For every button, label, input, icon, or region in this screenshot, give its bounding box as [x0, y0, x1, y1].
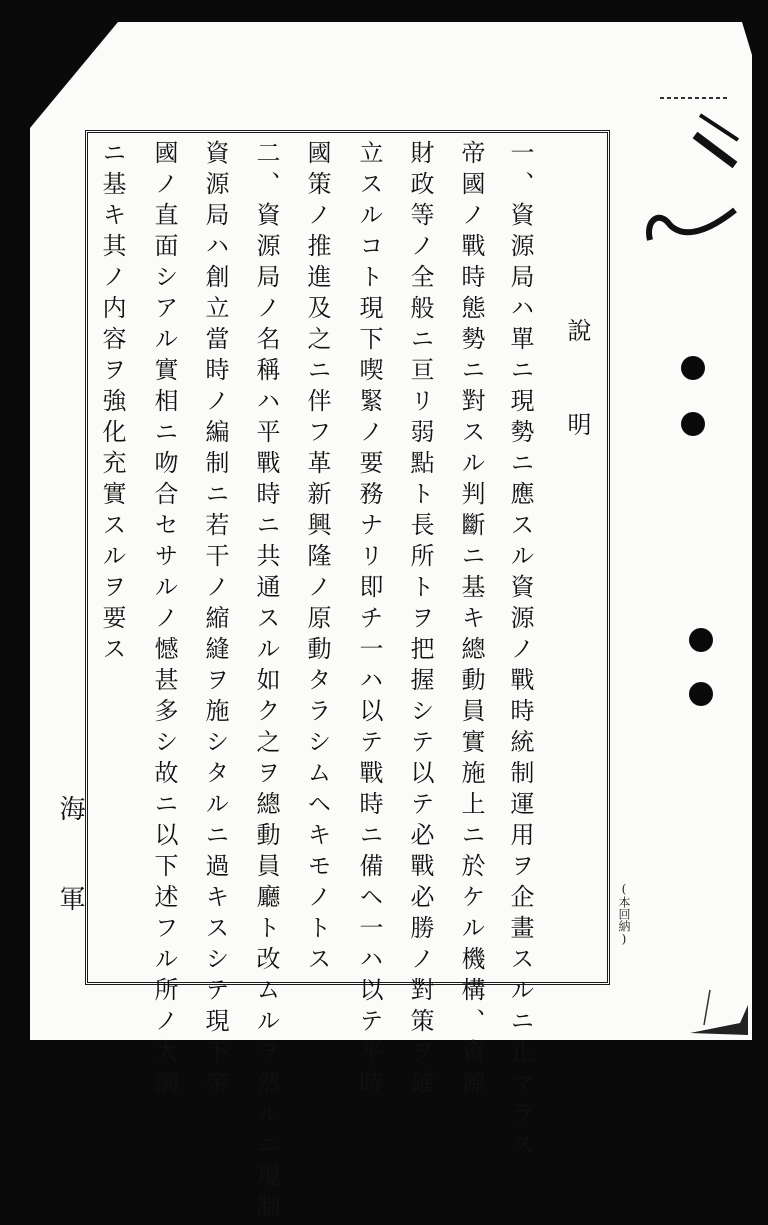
pencil-scribble-mark: [640, 90, 740, 260]
body-column-6: 二、資源局ノ名稱ハ平戰時ニ共通スル如ク之ヲ總動員廳ト改ムルヲ然ルニ現制: [252, 140, 280, 1225]
corner-mark: [690, 985, 750, 1035]
binder-hole-icon: [681, 356, 705, 380]
body-column-4: 立スルコト現下喫緊ノ要務ナリ即チ一ハ以テ戰時ニ備ヘ一ハ以テ平時: [355, 140, 383, 1101]
body-column-1: 一、資源局ハ單ニ現勢ニ應スル資源ノ戰時統制運用ヲ企畫スルニ止マラス: [506, 140, 534, 1163]
body-column-2: 帝國ノ戰時態勢ニ對スル判斷ニ基キ總動員實施上ニ於ケル機構、資源: [457, 140, 485, 1101]
document-heading: 說明: [563, 318, 591, 506]
navy-side-label: 海軍: [55, 795, 85, 975]
return-stamp: (本回納): [617, 882, 631, 946]
binder-hole-icon: [689, 628, 713, 652]
body-column-9: ニ基キ其ノ内容ヲ強化充實スルヲ要ス: [98, 140, 126, 667]
body-column-8: 國ノ直面シアル實相ニ吻合セサルノ憾甚多シ故ニ以下述フル所ノ大綱: [150, 140, 178, 1101]
body-column-7: 資源局ハ創立當時ノ編制ニ若干ノ縮縫ヲ施シタルニ過キスシテ現下帝: [201, 140, 229, 1101]
body-column-5: 國策ノ推進及之ニ伴フ革新興隆ノ原動タラシムヘキモノトス: [303, 140, 331, 977]
binder-hole-icon: [681, 412, 705, 436]
binder-hole-icon: [689, 682, 713, 706]
body-column-3: 財政等ノ全般ニ亘リ弱點ト長所トヲ把握シテ以テ必戰必勝ノ對策ヲ確: [406, 140, 434, 1101]
